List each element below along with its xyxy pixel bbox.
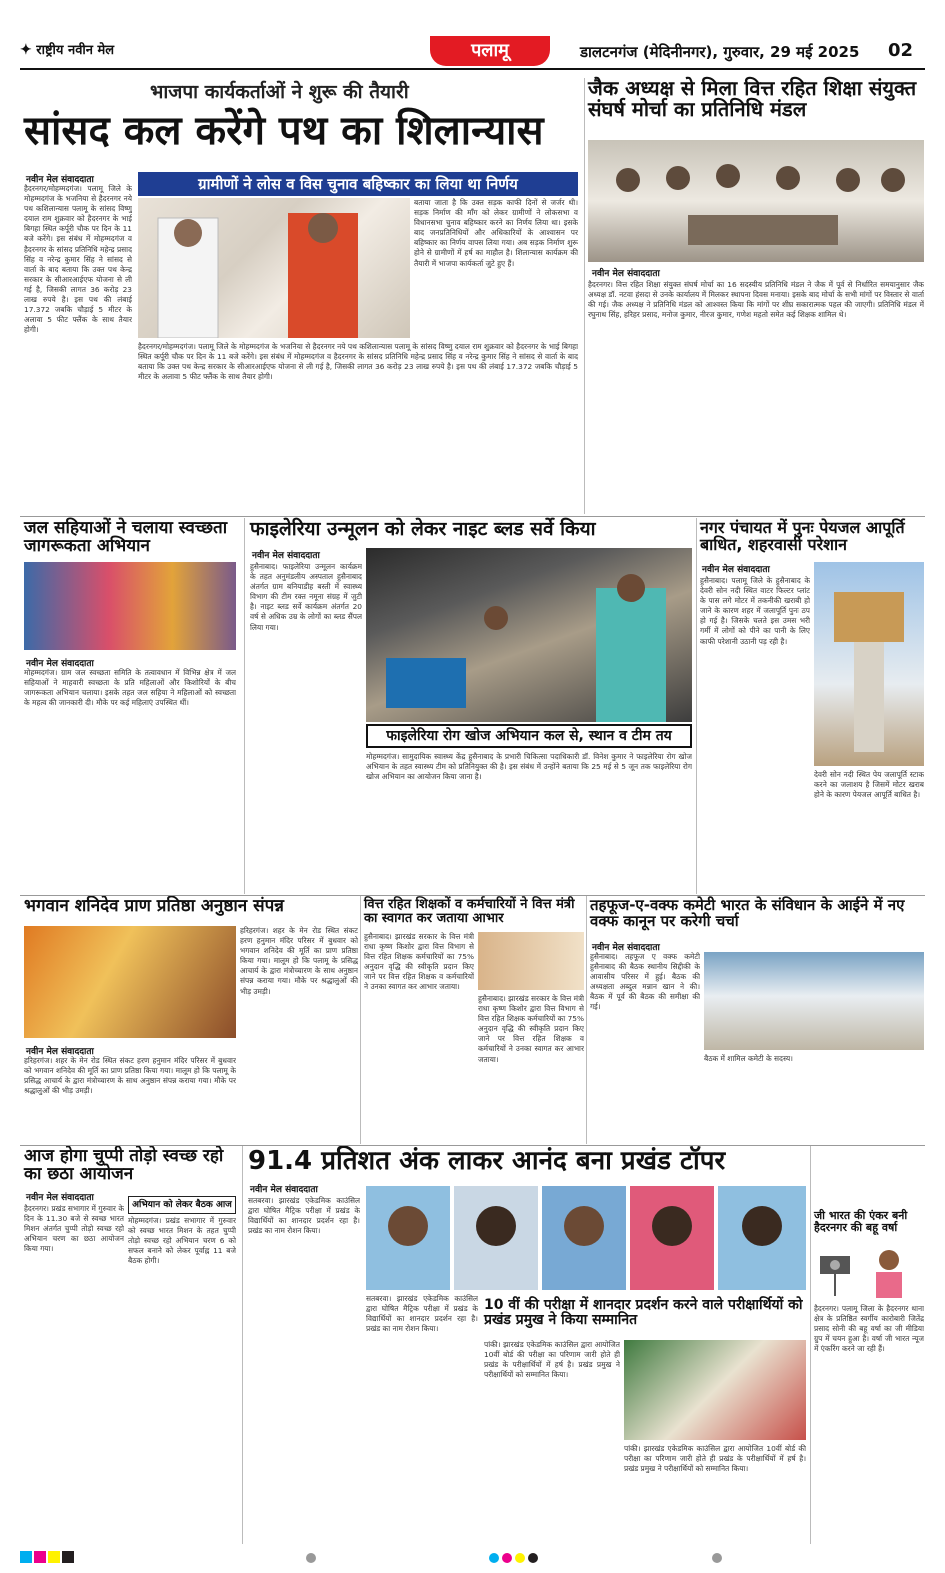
story3-byline: नवीन मेल संवाददाता: [26, 659, 94, 669]
story7-photo: [478, 932, 584, 990]
story11-photo: [814, 1244, 924, 1300]
story4-body: हुसैनाबाद। फाइलेरिया उन्मूलन कार्यक्रम के तहत अनुमंडलीय अस्पताल हुसैनाबाद अंतर्गत ग्राम बनियाडीह बस्ती में स्वास्थ्य विभाग की टीम रक्त नमूना संग्रह में जुटी है। नाइट ब्लड सर्वे कार्यक्रम अंतर्गत 20 वर्ष से अधिक उम्र के लोगों का ब्लड सैंपल लिया गया।: [250, 562, 362, 632]
page-number: 02: [888, 40, 914, 61]
story7-headline: वित्त रहित शिक्षकों व कर्मचारियों ने वित्त मंत्री का स्वागत कर जताया आभार: [364, 897, 575, 926]
story6-photo: [24, 926, 236, 1038]
story2-byline: नवीन मेल संवाददाता: [592, 269, 660, 279]
story10-sub-headline: 10 वीं की परीक्षा में शानदार प्रदर्शन करने वाले परीक्षार्थियों को प्रखंड प्रमुख ने किया सम्मानित: [484, 1297, 803, 1328]
story11-headline: जी भारत की एंकर बनी हैदरनगर की बहू वर्षा: [814, 1209, 908, 1234]
cyan-dot: [489, 1553, 499, 1563]
story3-photo: [24, 562, 236, 650]
magenta-swatch: [34, 1551, 46, 1563]
story10-sub-photo: [624, 1340, 806, 1440]
date-line: डालटनगंज (मेदिनीनगर), गुरुवार, 29 मई 2025: [580, 43, 860, 61]
story9-sidebar-title: अभियान को लेकर बैठक आज: [128, 1196, 236, 1214]
yellow-swatch: [48, 1551, 60, 1563]
story8-photo-caption: बैठक में शामिल कमेटी के सदस्य।: [704, 1054, 793, 1063]
story4-caption-body: मोहम्मदगंज। सामुदायिक स्वास्थ्य केंद्र हुसैनाबाद के प्रभारी चिकित्सा पदाधिकारी डॉ. विनेश कुमार ने फाइलेरिया रोग खोज अभियान के तहत स्वास्थ्य टीम को प्रतिनियुक्त की है। इस संबंध में उन्होंने बताया कि 25 मई से 5 जून तक फाइलेरिया रोग खोज अभियान का आयोजन किया जाना है।: [366, 752, 692, 782]
column-divider: [584, 78, 585, 514]
paper-logo: [20, 40, 114, 58]
story6-byline: नवीन मेल संवाददाता: [26, 1047, 94, 1057]
story5-headline: नगर पंचायत में पुनः पेयजल आपूर्ति बाधित, शहरवासी परेशान: [700, 518, 905, 554]
story10-continued: सतबरवा। झारखंड एकेडमिक काउंसिल द्वारा घोषित मैट्रिक परीक्षा में प्रखंड के विद्यार्थियों का शानदार प्रदर्शन रहा है। प्रखंड का नाम रोशन किया।: [366, 1294, 478, 1334]
column-divider: [586, 896, 587, 1144]
story1-sub-band: ग्रामीणों ने लोस व विस चुनाव बहिष्कार का लिया था निर्णय: [138, 172, 578, 196]
story10-byline: नवीन मेल संवाददाता: [250, 1185, 318, 1195]
story11-illustration: [814, 1244, 924, 1300]
row-rule: [20, 1145, 925, 1146]
black-dot: [528, 1553, 538, 1563]
story1-byline: नवीन मेल संवाददाता: [26, 175, 94, 185]
row-rule: [20, 895, 925, 896]
story10-headline: 91.4 प्रतिशत अंक लाकर आनंद बना प्रखंड टॉपर: [248, 1146, 726, 1176]
story3-body: मोहम्मदगंज। ग्राम जल स्वच्छता समिति के तत्वावधान में विभिन्न क्षेत्र में जल सहियाओं ने माहवारी स्वच्छता के प्रति महिलाओं और किशोरियों के बीच जागरूकता अभियान चलाया। इसके तहत जल सहिया ने महिलाओं को स्वच्छता के महत्व की जानकारी दी। मौके पर कई महिलाएं उपस्थित थीं।: [24, 668, 236, 708]
column-divider: [244, 518, 245, 894]
story5-photo-caption: देवरी सोन नदी स्थित पेय जलापूर्ति स्टाक करने का जलाशय है जिसमें मोटर खराब होने के कारण पेयजल आपूर्ति बाधित है।: [814, 770, 924, 800]
story10-sub-continued: पांकी। झारखंड एकेडमिक काउंसिल द्वारा आयोजित 10वीं बोर्ड की परीक्षा का परिणाम जारी होते ही प्रखंड के परीक्षार्थियों में हर्ष है। प्रखंड प्रमुख ने परीक्षार्थियों को सम्मानित किया।: [624, 1444, 806, 1474]
story4-photo-caption: फाइलेरिया रोग खोज अभियान कल से, स्थान व टीम तय: [366, 724, 692, 748]
cyan-swatch: [20, 1551, 32, 1563]
story1-photo-figures: [138, 198, 410, 338]
masthead-rule: [20, 68, 925, 70]
story1-sub-body: बताया जाता है कि उक्त सड़क काफी दिनों से जर्जर थी। सड़क निर्माण की माँग को लेकर ग्रामीणों ने लोकसभा व विधानसभा चुनाव बहिष्कार करने का निर्णय लिया था। इसके बाद जनप्रतिनिधियों और अधिकारियों के आश्वासन पर बहिष्कार का निर्णय वापस लिया गया। अब सड़क निर्माण शुरू होने से ग्रामीणों में हर्ष का माहौल है। शिलान्यास कार्यक्रम की तैयारी में भाजपा कार्यकर्ता जुटे हुए हैं।: [414, 198, 578, 268]
story2-headline: जैक अध्यक्ष से मिला वित्त रहित शिक्षा संयुक्त संघर्ष मोर्चा का प्रतिनिधि मंडल: [588, 76, 917, 121]
story2-photo: [588, 140, 924, 262]
story4-photo: [366, 548, 692, 722]
story10-sub-body: पांकी। झारखंड एकेडमिक काउंसिल द्वारा आयोजित 10वीं बोर्ड की परीक्षा का परिणाम जारी होते ही प्रखंड के परीक्षार्थियों में हर्ष है। प्रखंड प्रमुख ने परीक्षार्थियों को सम्मानित किया।: [484, 1340, 620, 1380]
story11-body: हैदरनगर। पलामू जिला के हैदरनगर थाना क्षेत्र के प्रतिष्ठित स्वर्गीय कारोबारी जितेंद्र प्रसाद सोनी की बहू वर्षा का जी मीडिया ग्रुप में चयन हुआ है। वर्षा जी भारत न्यूज में एंकरिंग करने जा रही हैं।: [814, 1304, 924, 1354]
story6-continued: हरिहरगंज। शहर के मेन रोड स्थित संकट हरण हनुमान मंदिर परिसर में बुधवार को भगवान शनिदेव की मूर्ति का प्राण प्रतिष्ठा किया गया। मालूम हो कि पलामू के प्रसिद्ध आचार्य के द्वारा मंत्रोच्चारण के साथ अनुष्ठान संपन्न कराया गया। मौके पर श्रद्धालुओं की भीड़ उमड़ी।: [240, 926, 358, 996]
column-divider: [360, 896, 361, 1144]
story3-headline: जल सहियाओं ने चलाया स्वच्छता जागरूकता अभियान: [24, 518, 228, 556]
story2-body: हैदरनगर। वित्त रहित शिक्षा संयुक्त संघर्ष मोर्चा का 16 सदस्यीय प्रतिनिधि मंडल ने जैक में पूर्व से निर्धारित समयानुसार जैक अध्यक्ष डॉ. नटवा हंसदा से उनके कार्यालय में मिलकर स्थापना दिवस मनाया। इसके बाद मोर्चा के सभी मांगों पर विस्तार से वार्ता की गई। जैक अध्यक्ष ने प्रतिनिधि मंडल को आश्वस्त किया कि मांगों पर शीघ्र सकारात्मक पहल की जाएगी। प्रतिनिधि मंडल में रघुनाथ सिंह, हरिहर प्रसाद, मनोज कुमार, नीरज कुमार, गणेश महतो समेत कई शिक्षक शामिल थे।: [588, 280, 924, 320]
story10-toppers-portraits: [366, 1186, 806, 1290]
column-divider: [810, 1146, 811, 1544]
story5-photo: [814, 562, 924, 766]
story6-headline: भगवान शनिदेव प्राण प्रतिष्ठा अनुष्ठान संपन्न: [24, 896, 284, 916]
paper-name: राष्ट्रीय नवीन मेल: [36, 43, 115, 58]
story1-body: हैदरनगर/मोहम्मदगंज। पलामू जिले के मोहम्मदगंज के भजनिया से हैदरनगर नये पथ कशिलान्यास पलामू के सांसद विष्णु दयाल राम शुक्रवार को हैदरनगर के भाई बिगहा स्थित कर्पूरी चौक पर दिन के 11 बजे करेंगे। इस संबंध में मोहम्मदगंज व हैदरनगर के सांसद प्रतिनिधि महेन्द्र प्रसाद सिंह व नरेन्द्र कुमार सिंह ने सांसद से वार्ता के बाद बताया कि उक्त पथ केन्द्र सरकार के सीआरआईएफ योजना से ली गई है, जिसकी लागत 36 करोड़ 23 लाख रुपये है। इस पथ की लंबाई 17.372 जबकि चौड़ाई 5 मीटर के अलावा 5 फीट फ्लैंक के साथ तैयार होगी।: [24, 184, 132, 335]
story1-headline: सांसद कल करेंगे पथ का शिलान्यास: [24, 108, 544, 154]
column-divider: [696, 518, 697, 894]
section-title: पलामू: [430, 36, 550, 66]
story8-body: हुसैनाबाद। तहफूज ए वक्फ कमेटी हुसैनाबाद की बैठक स्थानीय सिद्दीकी के आवासीय परिसर में हुई। बैठक की अध्यक्षता अब्दुल मन्नान खान ने की। बैठक में पूर्व की बैठक की समीक्षा की गई।: [590, 952, 700, 1012]
row-rule: [20, 516, 925, 517]
story5-byline: नवीन मेल संवाददाता: [702, 565, 770, 575]
story1-continued: हैदरनगर/मोहम्मदगंज। पलामू जिले के मोहम्मदगंज के भजनिया से हैदरनगर नये पथ कशिलान्यास पलामू के सांसद विष्णु दयाल राम शुक्रवार को हैदरनगर के भाई बिगहा स्थित कर्पूरी चौक पर दिन के 11 बजे करेंगे। इस संबंध में मोहम्मदगंज व हैदरनगर के सांसद प्रतिनिधि महेन्द्र प्रसाद सिंह व नरेन्द्र कुमार सिंह ने सांसद से वार्ता के बाद बताया कि उक्त पथ केन्द्र सरकार के सीआरआईएफ योजना से ली गई है, जिसकी लागत 36 करोड़ 23 लाख रुपये है। इस पथ की लंबाई 17.372 जबकि चौड़ाई 5 मीटर के अलावा 5 फीट फ्लैंक के साथ तैयार होगी।: [138, 342, 578, 382]
story10-body: सतबरवा। झारखंड एकेडमिक काउंसिल द्वारा घोषित मैट्रिक परीक्षा में प्रखंड के विद्यार्थियों का शानदार प्रदर्शन रहा है। प्रखंड का नाम रोशन किया।: [248, 1196, 360, 1236]
bird-logo-icon: ✦: [20, 42, 32, 58]
story7-body: हुसैनाबाद। झारखंड सरकार के वित्त मंत्री राधा कृष्ण किशोर द्वारा वित्त विभाग से वित्त रहित शिक्षक कर्मचारियों का 75% अनुदान वृद्धि की स्वीकृति प्रदान किए जाने पर वित्त रहित शिक्षक व कर्मचारियों ने उनका स्वागत कर आभार जताया।: [364, 932, 474, 992]
story4-byline: नवीन मेल संवाददाता: [252, 551, 320, 561]
story10-toppers-photos: [366, 1186, 806, 1290]
magenta-dot: [502, 1553, 512, 1563]
story6-body: हरिहरगंज। शहर के मेन रोड स्थित संकट हरण हनुमान मंदिर परिसर में बुधवार को भगवान शनिदेव की मूर्ति का प्राण प्रतिष्ठा किया गया। मालूम हो कि पलामू के प्रसिद्ध आचार्य के द्वारा मंत्रोच्चारण के साथ अनुष्ठान संपन्न कराया गया। मौके पर श्रद्धालुओं की भीड़ उमड़ी।: [24, 1056, 236, 1096]
story5-body: हुसैनाबाद। पलामू जिले के हुसैनाबाद के देवरी सोन नदी स्थित वाटर फिल्टर प्लांट के पास लगे मोटर में तकनीकी खराबी हो जाने के कारण शहर में जलापूर्ति पुनः ठप हो गई है। जिसके चलते इस उमस भरी गर्मी में लोगों को पीने का पानी के लिए काफी परेशानी उठानी पड़ रही है।: [700, 576, 810, 646]
yellow-dot: [515, 1553, 525, 1563]
story5-water-tower: [814, 562, 924, 766]
registration-dot: [712, 1553, 722, 1563]
black-swatch: [62, 1551, 74, 1563]
story4-headline: फाइलेरिया उन्मूलन को लेकर नाइट ब्लड सर्वे किया: [250, 518, 596, 540]
news-camera-icon: [820, 1256, 850, 1296]
story8-byline: नवीन मेल संवाददाता: [592, 943, 660, 953]
story9-byline: नवीन मेल संवाददाता: [26, 1193, 94, 1203]
story8-headline: तहफूज-ए-वक्फ कमेटी भारत के संविधान के आईने में नए वक्फ कानून पर करेगी चर्चा: [590, 896, 905, 930]
story7-continued: हुसैनाबाद। झारखंड सरकार के वित्त मंत्री राधा कृष्ण किशोर द्वारा वित्त विभाग से वित्त रहित शिक्षक कर्मचारियों का 75% अनुदान वृद्धि की स्वीकृति प्रदान किए जाने पर वित्त रहित शिक्षक व कर्मचारियों ने उनका स्वागत कर आभार जताया।: [478, 994, 584, 1064]
story1-kicker: भाजपा कार्यकर्ताओं ने शुरू की तैयारी: [150, 81, 409, 103]
story8-photo: [704, 952, 924, 1050]
news-anchor-icon: [876, 1250, 902, 1298]
registration-dot: [306, 1553, 316, 1563]
story2-photo-figures: [588, 140, 924, 262]
column-divider: [242, 1146, 243, 1544]
story9-sidebar-body: मोहम्मदगंज। प्रखंड सभागार में गुरुवार को स्वच्छ भारत मिशन के तहत चुप्पी तोड़ो स्वच्छ रहो अभियान चरण 6 को सफल बनाने को लेकर पूर्वाह्न 11 बजे बैठक होगी।: [128, 1216, 236, 1266]
story9-body: हैदरनगर। प्रखंड सभागार में गुरुवार के दिन के 11.30 बजे से स्वच्छ भारत मिशन अंतर्गत चुप्पी तोड़ो स्वच्छ रहो अभियान चरण का छठा आयोजन किया गया।: [24, 1204, 124, 1254]
story4-photo-figures: [366, 548, 692, 722]
print-registration-bar: [20, 1548, 925, 1562]
story1-photo: [138, 198, 410, 338]
story9-headline: आज होगा चुप्पी तोड़ो स्वच्छ रहो का छठा आयोजन: [24, 1146, 224, 1184]
